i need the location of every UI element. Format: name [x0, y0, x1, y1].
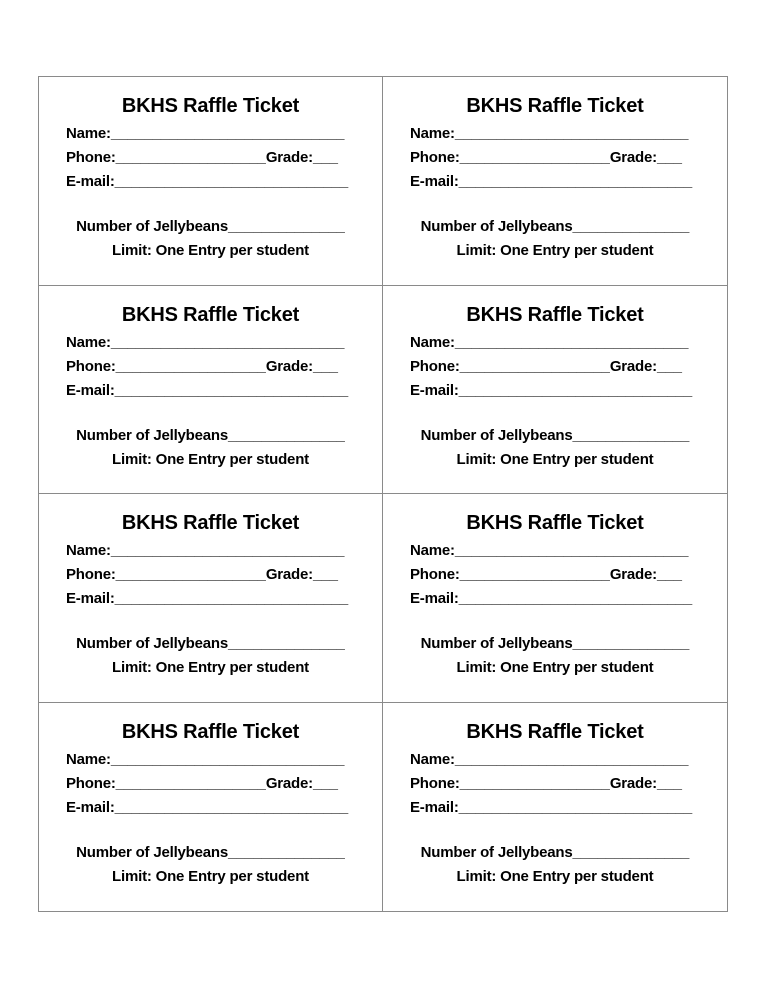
phone-blank-line: __________________	[459, 149, 610, 166]
phone-blank-line: __________________	[459, 357, 610, 375]
phone-grade-field-row	[410, 563, 700, 587]
jellybeans-label: Number of Jellybeans	[76, 843, 229, 861]
name-blank-line: ____________________________	[110, 125, 345, 142]
limit-note: Limit: One Entry per student	[112, 450, 309, 468]
jellybeans-field-row	[410, 215, 700, 239]
jellybeans-label: Number of Jellybeans	[76, 426, 229, 444]
jellybeans-blank-line: ______________	[572, 218, 690, 235]
phone-grade-field-row	[410, 772, 700, 796]
jellybeans-blank-line: ______________	[228, 426, 345, 444]
name-blank-line: ____________________________	[110, 542, 345, 559]
grade-blank-line: ___	[312, 149, 338, 166]
raffle-ticket	[383, 703, 727, 912]
phone-grade-field-row	[66, 146, 355, 170]
email-field-row	[410, 796, 700, 820]
email-field-row	[66, 587, 355, 611]
phone-label: Phone:	[66, 566, 116, 583]
jellybeans-blank-line: ______________	[572, 635, 690, 652]
name-field-row	[410, 539, 700, 563]
email-blank-line: ____________________________	[458, 798, 693, 816]
jellybeans-field-row	[66, 215, 355, 239]
grade-label: Grade:	[265, 357, 313, 375]
jellybeans-label: Number of Jellybeans	[76, 218, 229, 235]
phone-blank-line: __________________	[459, 774, 610, 792]
email-label: E-mail:	[66, 173, 115, 190]
phone-label: Phone:	[410, 566, 460, 583]
raffle-ticket	[383, 494, 727, 703]
name-label: Name:	[66, 542, 111, 559]
name-blank-line: ____________________________	[454, 750, 689, 768]
email-blank-line: ____________________________	[114, 381, 349, 399]
email-blank-line: ____________________________	[114, 798, 349, 816]
jellybeans-field-row	[410, 424, 700, 448]
grade-blank-line: ___	[656, 774, 682, 792]
name-label: Name:	[66, 125, 111, 142]
jellybeans-field-row	[66, 424, 355, 448]
jellybeans-field-row	[410, 632, 700, 656]
raffle-ticket	[39, 286, 383, 495]
jellybeans-blank-line: ______________	[228, 218, 345, 235]
spacer	[66, 611, 355, 632]
email-label: E-mail:	[66, 590, 115, 607]
grade-blank-line: ___	[312, 774, 338, 792]
email-label: E-mail:	[410, 798, 459, 816]
grade-label: Grade:	[609, 149, 657, 166]
email-label: E-mail:	[410, 381, 459, 399]
jellybeans-label: Number of Jellybeans	[420, 426, 573, 444]
limit-note: Limit: One Entry per student	[456, 659, 654, 676]
grade-label: Grade:	[609, 774, 657, 792]
spacer	[66, 403, 355, 424]
name-field-row	[66, 331, 355, 355]
raffle-ticket	[383, 77, 727, 286]
ticket-title: BKHS Raffle Ticket	[121, 95, 300, 117]
jellybeans-blank-line: ______________	[572, 426, 690, 444]
phone-blank-line: __________________	[115, 357, 266, 375]
name-label: Name:	[410, 125, 455, 142]
jellybeans-blank-line: ______________	[228, 635, 345, 652]
phone-label: Phone:	[410, 357, 460, 375]
name-blank-line: ____________________________	[110, 750, 345, 768]
jellybeans-label: Number of Jellybeans	[420, 218, 573, 235]
ticket-title: BKHS Raffle Ticket	[121, 720, 300, 743]
limit-note: Limit: One Entry per student	[456, 867, 654, 885]
jellybeans-field-row	[410, 841, 700, 865]
phone-grade-field-row	[410, 146, 700, 170]
phone-grade-field-row	[410, 355, 700, 379]
name-label: Name:	[66, 750, 111, 768]
name-field-row	[410, 122, 700, 146]
email-label: E-mail:	[410, 590, 459, 607]
name-blank-line: ____________________________	[454, 125, 689, 142]
phone-grade-field-row	[66, 772, 355, 796]
raffle-ticket	[39, 77, 383, 286]
email-label: E-mail:	[410, 173, 459, 190]
raffle-ticket	[383, 286, 727, 495]
phone-grade-field-row	[66, 355, 355, 379]
phone-label: Phone:	[410, 774, 460, 792]
phone-label: Phone:	[66, 774, 116, 792]
name-label: Name:	[410, 333, 455, 351]
grade-blank-line: ___	[312, 357, 338, 375]
email-field-row	[66, 796, 355, 820]
jellybeans-field-row	[66, 632, 355, 656]
spacer	[66, 820, 355, 841]
name-label: Name:	[410, 750, 455, 768]
ticket-title: BKHS Raffle Ticket	[121, 303, 300, 326]
email-label: E-mail:	[66, 798, 115, 816]
name-field-row	[410, 331, 700, 355]
spacer	[66, 194, 355, 215]
limit-note: Limit: One Entry per student	[112, 867, 309, 885]
grade-blank-line: ___	[312, 566, 338, 583]
phone-label: Phone:	[66, 357, 116, 375]
name-label: Name:	[66, 333, 111, 351]
jellybeans-blank-line: ______________	[228, 843, 345, 861]
jellybeans-label: Number of Jellybeans	[76, 635, 229, 652]
phone-label: Phone:	[410, 149, 460, 166]
ticket-title: BKHS Raffle Ticket	[121, 512, 300, 534]
grade-blank-line: ___	[656, 357, 682, 375]
grade-label: Grade:	[265, 774, 313, 792]
limit-note: Limit: One Entry per student	[456, 242, 654, 259]
raffle-ticket	[39, 494, 383, 703]
ticket-title: BKHS Raffle Ticket	[466, 303, 644, 326]
name-field-row	[66, 748, 355, 772]
name-field-row	[66, 539, 355, 563]
phone-grade-field-row	[66, 563, 355, 587]
grade-label: Grade:	[609, 357, 657, 375]
name-blank-line: ____________________________	[110, 333, 345, 351]
email-blank-line: ____________________________	[458, 173, 693, 190]
name-field-row	[66, 122, 355, 146]
name-label: Name:	[410, 542, 455, 559]
jellybeans-label: Number of Jellybeans	[420, 635, 573, 652]
grade-label: Grade:	[265, 149, 313, 166]
limit-note: Limit: One Entry per student	[456, 450, 654, 468]
email-field-row	[410, 379, 700, 403]
jellybeans-label: Number of Jellybeans	[420, 843, 573, 861]
spacer	[410, 820, 700, 841]
spacer	[410, 403, 700, 424]
ticket-grid	[38, 76, 728, 912]
phone-label: Phone:	[66, 149, 116, 166]
grade-blank-line: ___	[656, 566, 682, 583]
email-label: E-mail:	[66, 381, 115, 399]
phone-blank-line: __________________	[459, 566, 610, 583]
ticket-title: BKHS Raffle Ticket	[466, 720, 644, 743]
spacer	[410, 611, 700, 632]
email-blank-line: ____________________________	[114, 173, 349, 190]
email-field-row	[410, 587, 700, 611]
ticket-title: BKHS Raffle Ticket	[466, 512, 644, 534]
email-blank-line: ____________________________	[458, 590, 693, 607]
phone-blank-line: __________________	[115, 149, 266, 166]
grade-label: Grade:	[265, 566, 313, 583]
jellybeans-field-row	[66, 841, 355, 865]
raffle-ticket	[39, 703, 383, 912]
email-field-row	[66, 170, 355, 194]
limit-note: Limit: One Entry per student	[112, 242, 309, 259]
phone-blank-line: __________________	[115, 774, 266, 792]
jellybeans-blank-line: ______________	[572, 843, 690, 861]
ticket-title: BKHS Raffle Ticket	[466, 95, 644, 117]
email-blank-line: ____________________________	[114, 590, 349, 607]
limit-note: Limit: One Entry per student	[112, 659, 309, 676]
name-field-row	[410, 748, 700, 772]
email-field-row	[66, 379, 355, 403]
name-blank-line: ____________________________	[454, 333, 689, 351]
phone-blank-line: __________________	[115, 566, 266, 583]
spacer	[410, 194, 700, 215]
email-field-row	[410, 170, 700, 194]
email-blank-line: ____________________________	[458, 381, 693, 399]
grade-blank-line: ___	[656, 149, 682, 166]
grade-label: Grade:	[609, 566, 657, 583]
name-blank-line: ____________________________	[454, 542, 689, 559]
